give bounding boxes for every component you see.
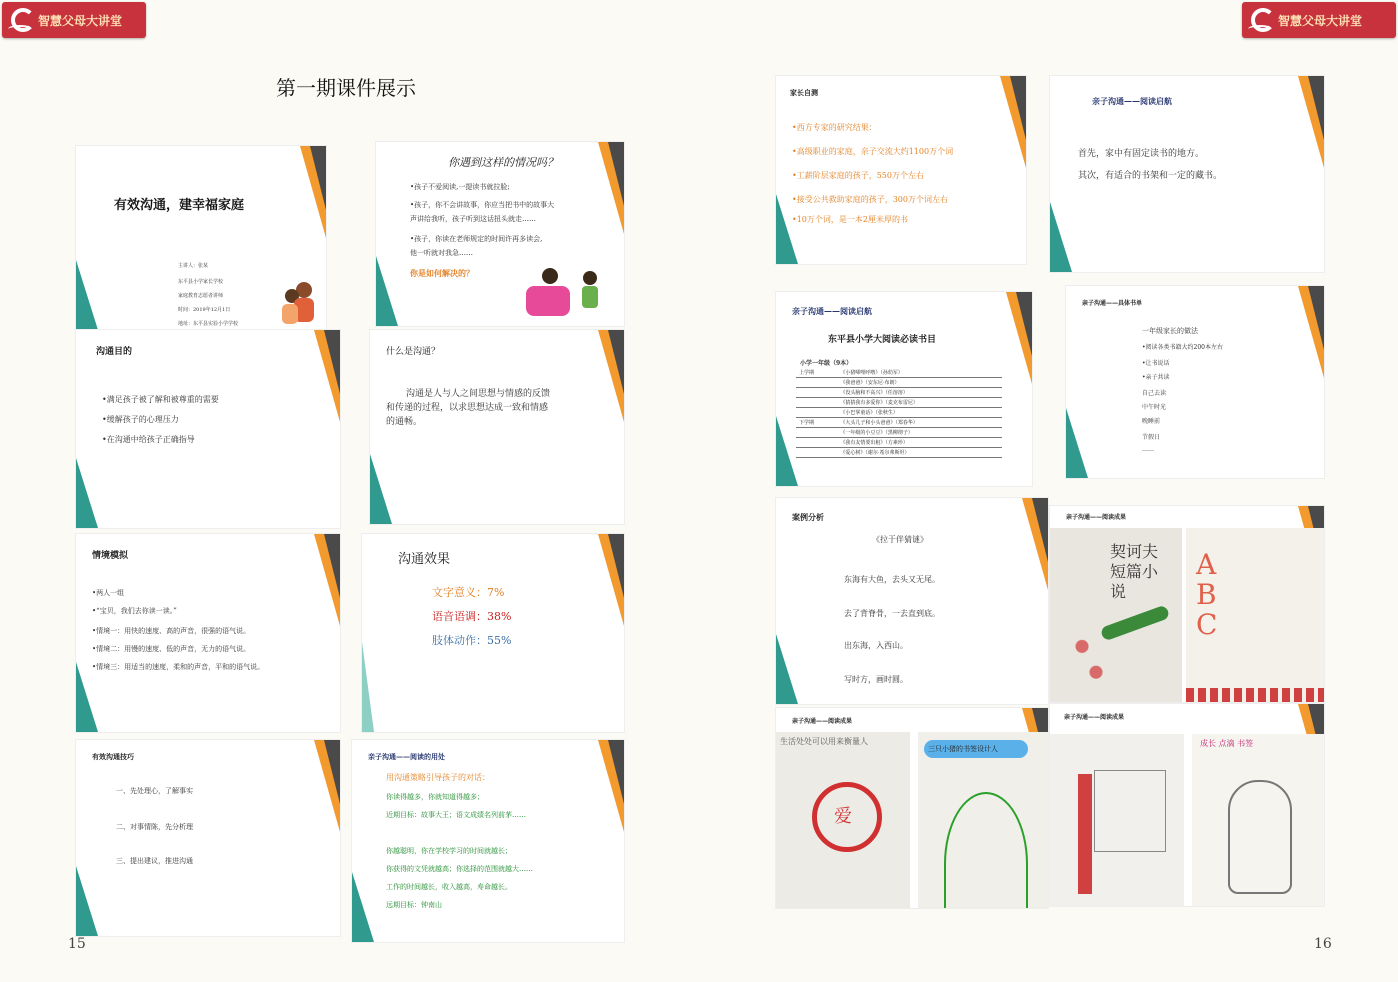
book-term [796, 408, 837, 418]
slide-line: •10万个词，是一本2厘米厚的书 [792, 215, 908, 224]
slide-cover [76, 146, 326, 330]
slide-title: 案例分析 [792, 512, 824, 522]
artwork-center-text: 爱 [834, 806, 852, 827]
slide-line: •情境二：用慢的速度、低的声音，无力的语气说。 [92, 645, 251, 653]
slide-line: 主讲人：张某 [178, 263, 209, 269]
page-number-right: 16 [1314, 936, 1332, 952]
book-term [796, 378, 837, 388]
brand-mark-icon [1248, 7, 1274, 33]
book-row [796, 438, 1002, 448]
slide-title: 亲子沟通——具体书单 [1082, 300, 1143, 307]
artwork-caption: ABC [1196, 548, 1218, 641]
artwork-caption: 契诃夫短篇小说 [1110, 542, 1159, 601]
book-term [796, 398, 837, 408]
slide-title: 你遇到这样的情况吗？ [448, 156, 558, 169]
page-number-left: 15 [68, 936, 86, 952]
slide-line: 东海有大鱼，去头又无尾。 [844, 575, 940, 584]
slide-line: 家庭教育志愿者讲师 [178, 293, 224, 299]
book-term [796, 438, 837, 448]
book-list-grade: 小学一年级（9本） [800, 360, 853, 367]
slide-line: 声讲给我听，孩子听到这话扭头就走…… [410, 215, 536, 223]
page-title: 第一期课件展示 [276, 76, 416, 100]
slide-line: •孩子不爱阅读,一提读书就拉脸; [410, 183, 510, 191]
book-row [796, 398, 1002, 408]
student-artwork-photo [1050, 734, 1184, 906]
slide-line: •工薪阶层家庭的孩子，550万个左右 [792, 171, 924, 180]
slide-purpose [76, 330, 340, 528]
slide-title: 亲子沟通——阅读成果 [1064, 714, 1125, 721]
book-row [796, 418, 1002, 428]
slide-parent-self-test [776, 76, 1026, 264]
slide-reading-results-2 [776, 708, 1048, 908]
slide-what-is-communication [370, 330, 624, 524]
student-artwork-photo [918, 732, 1048, 908]
slide-line: •“宝贝，我们去你读一读。” [92, 607, 177, 615]
slide-line: 写时方，画时圆。 [844, 675, 908, 684]
slide-line: •接受公共救助家庭的孩子，300万个词左右 [792, 195, 948, 204]
slide-line: 的通畅。 [386, 417, 423, 427]
slide-line: •两人一组 [92, 589, 125, 597]
effect-item: 语音语调：38% [432, 610, 512, 623]
slide-title: 亲子沟通——阅读成果 [1066, 514, 1127, 521]
slide-title: 情境模拟 [92, 551, 129, 561]
slide-line: •情境三：用适当的速度，柔和的声音，平和的语气说。 [92, 663, 265, 671]
slide-line: 三、提出建议，推进沟通 [116, 857, 193, 865]
slide-line: 一年级家长的做法 [1142, 327, 1198, 335]
poem-title: 《拉于伴猜谜》 [872, 535, 928, 544]
book-row [796, 378, 1002, 388]
book-title: 《我有友情要出租》（方素珍） [837, 438, 1002, 448]
slide-line: 他一听就对我急…… [410, 249, 473, 257]
slide-book-list [776, 292, 1032, 486]
book-title: 《小猪唏哩呼噜》（孙幼军） [837, 368, 1002, 378]
book-title: 《小巴掌童话》（张秋生） [837, 408, 1002, 418]
effect-item: 文字意义：7% [432, 586, 505, 599]
book-title: 《我爸爸》（安东尼·布朗） [837, 378, 1002, 388]
slide-line: 沟通是人与人之间思想与情感的反馈 [406, 389, 551, 399]
slide-line: 首先，家中有固定读书的地方。 [1078, 149, 1205, 159]
slide-line: 一、先处理心，了解事实 [116, 787, 193, 795]
slide-title: 有效沟通，建幸福家庭 [114, 198, 245, 213]
book-title: 《没头脑和不高兴》（任溶溶） [837, 388, 1002, 398]
artwork-caption: 三只小猪的书签设计人 [924, 740, 1028, 758]
book-term [796, 448, 837, 458]
slide-situation [376, 142, 624, 326]
book-row [796, 388, 1002, 398]
slide-line: 时间：2019年12月1日 [178, 307, 231, 313]
slide-line: 其次，有适合的书架和一定的藏书。 [1078, 171, 1223, 181]
artwork-caption: 生活处处可以用来衡量人 [780, 737, 868, 746]
slide-title: 亲子沟通——阅读启航 [792, 306, 872, 316]
book-term [796, 388, 837, 398]
effect-item: 肢体动作：55% [432, 634, 512, 647]
book-list-subtitle: 东平县小学大阅读必读书目 [828, 335, 937, 345]
slide-line: 用沟通策略引导孩子的对话： [386, 773, 490, 782]
slide-case-analysis [776, 498, 1048, 704]
slide-line: 你获得的文凭就越高；你选择的范围就越大…… [386, 865, 533, 873]
slide-line: 出东海，入西山。 [844, 641, 908, 650]
slide-title: 沟通效果 [398, 552, 451, 567]
slide-line: 二、对事情陈，先分析理 [116, 823, 193, 831]
book-row [796, 408, 1002, 418]
slide-line: •西方专家的研究结果： [792, 123, 877, 132]
book-term [796, 428, 837, 438]
slide-title: 家长自测 [790, 88, 818, 97]
brand-mark-icon [8, 7, 34, 33]
brand-logo-left [2, 2, 146, 38]
slide-reading-results-1 [1050, 506, 1324, 702]
slide-title: 有效沟通技巧 [92, 752, 134, 761]
slide-line: 中午时光 [1142, 404, 1167, 411]
book-term: 下学期 [796, 418, 837, 428]
slide-techniques [76, 740, 340, 936]
book-table [796, 368, 1002, 458]
slide-line: 晚睡前 [1142, 418, 1161, 425]
student-artwork-photo [1192, 734, 1324, 906]
book-row [796, 368, 1002, 378]
student-artwork-photo [1050, 528, 1182, 702]
slide-line: 和传递的过程，以求思想达成一致和情感 [386, 403, 549, 413]
slide-effect [362, 534, 624, 732]
slide-line: …… [1142, 446, 1154, 453]
slide-line: 远期目标：钟南山 [386, 901, 442, 909]
slide-line: 你读得越多，你就知道得越多； [386, 793, 484, 801]
book-row [796, 428, 1002, 438]
book-row [796, 448, 1002, 458]
book-term: 上学期 [796, 368, 837, 378]
slide-reading-start [1050, 76, 1324, 272]
slide-line: •孩子，你不会讲故事，你应当把书中的故事大 [410, 201, 555, 209]
book-title: 《大头儿子和小头爸爸》（郑春华） [837, 418, 1002, 428]
slide-line: 工作的时间越长，收入越高，寿命越长。 [386, 883, 512, 891]
slide-role-play [76, 534, 340, 732]
slide-line: 节假日 [1142, 434, 1161, 441]
brand-logo-right [1242, 2, 1396, 38]
slide-line: •在沟通中给孩子正确指导 [102, 435, 195, 444]
slide-line: •让书说话 [1142, 360, 1170, 367]
mother-child-illustration [524, 260, 608, 320]
slide-line: 你越聪明，你在学校学习的时间就越长； [386, 847, 512, 855]
slide-line: •高级职业的家庭，亲子交流大约1100万个词 [792, 147, 954, 156]
slide-title: 亲子沟通——阅读启航 [1092, 96, 1172, 106]
slide-line: •情境一：用快的速度、高的声音，很强的语气说。 [92, 627, 251, 635]
slide-line: •孩子，你读在老师规定的时间许再多读会, [410, 235, 543, 243]
slide-line: 地址：东平县实验小学学校 [178, 321, 239, 327]
slide-reading-results-3 [1050, 704, 1324, 906]
slide-title: 什么是沟通？ [386, 347, 441, 357]
student-artwork-photo [776, 732, 910, 908]
book-title: 《一年级的小豆豆》（黑柳彻子） [837, 428, 1002, 438]
slide-specific-booklist [1066, 286, 1324, 478]
brand-name: 智慧父母大讲堂 [38, 13, 123, 28]
slide-reading-use [352, 740, 624, 942]
slide-line: 近期目标：故事大王；语文成绩名列前茅…… [386, 811, 526, 819]
book-title: 《猜猜我有多爱你》（麦克布雷尼） [837, 398, 1002, 408]
slide-title: 亲子沟通——阅读的用处 [368, 752, 445, 761]
family-illustration [272, 278, 326, 330]
slide-line: •亲子共读 [1142, 374, 1170, 381]
brand-name: 智慧父母大讲堂 [1278, 13, 1363, 28]
slide-line: 东平县小学家长学校 [178, 279, 224, 285]
slide-question: 你是如何解决的？ [410, 268, 474, 278]
student-artwork-photo [1186, 528, 1324, 702]
slide-line: 去了背脊骨，一去直到底。 [844, 609, 940, 618]
slide-title: 亲子沟通——阅读成果 [792, 718, 853, 725]
slide-line: •阅读各类书籍大约200本左右 [1142, 344, 1223, 351]
book-title: 《爱心树》（谢尔·希尔弗斯坦） [837, 448, 1002, 458]
slide-line: •满足孩子被了解和被尊重的需要 [102, 395, 219, 404]
slide-line: 自己去读 [1142, 390, 1167, 397]
slide-line: •缓解孩子的心理压力 [102, 415, 179, 424]
slide-title: 沟通目的 [96, 347, 133, 357]
artwork-caption: 成长 点滴 书签 [1200, 739, 1254, 748]
